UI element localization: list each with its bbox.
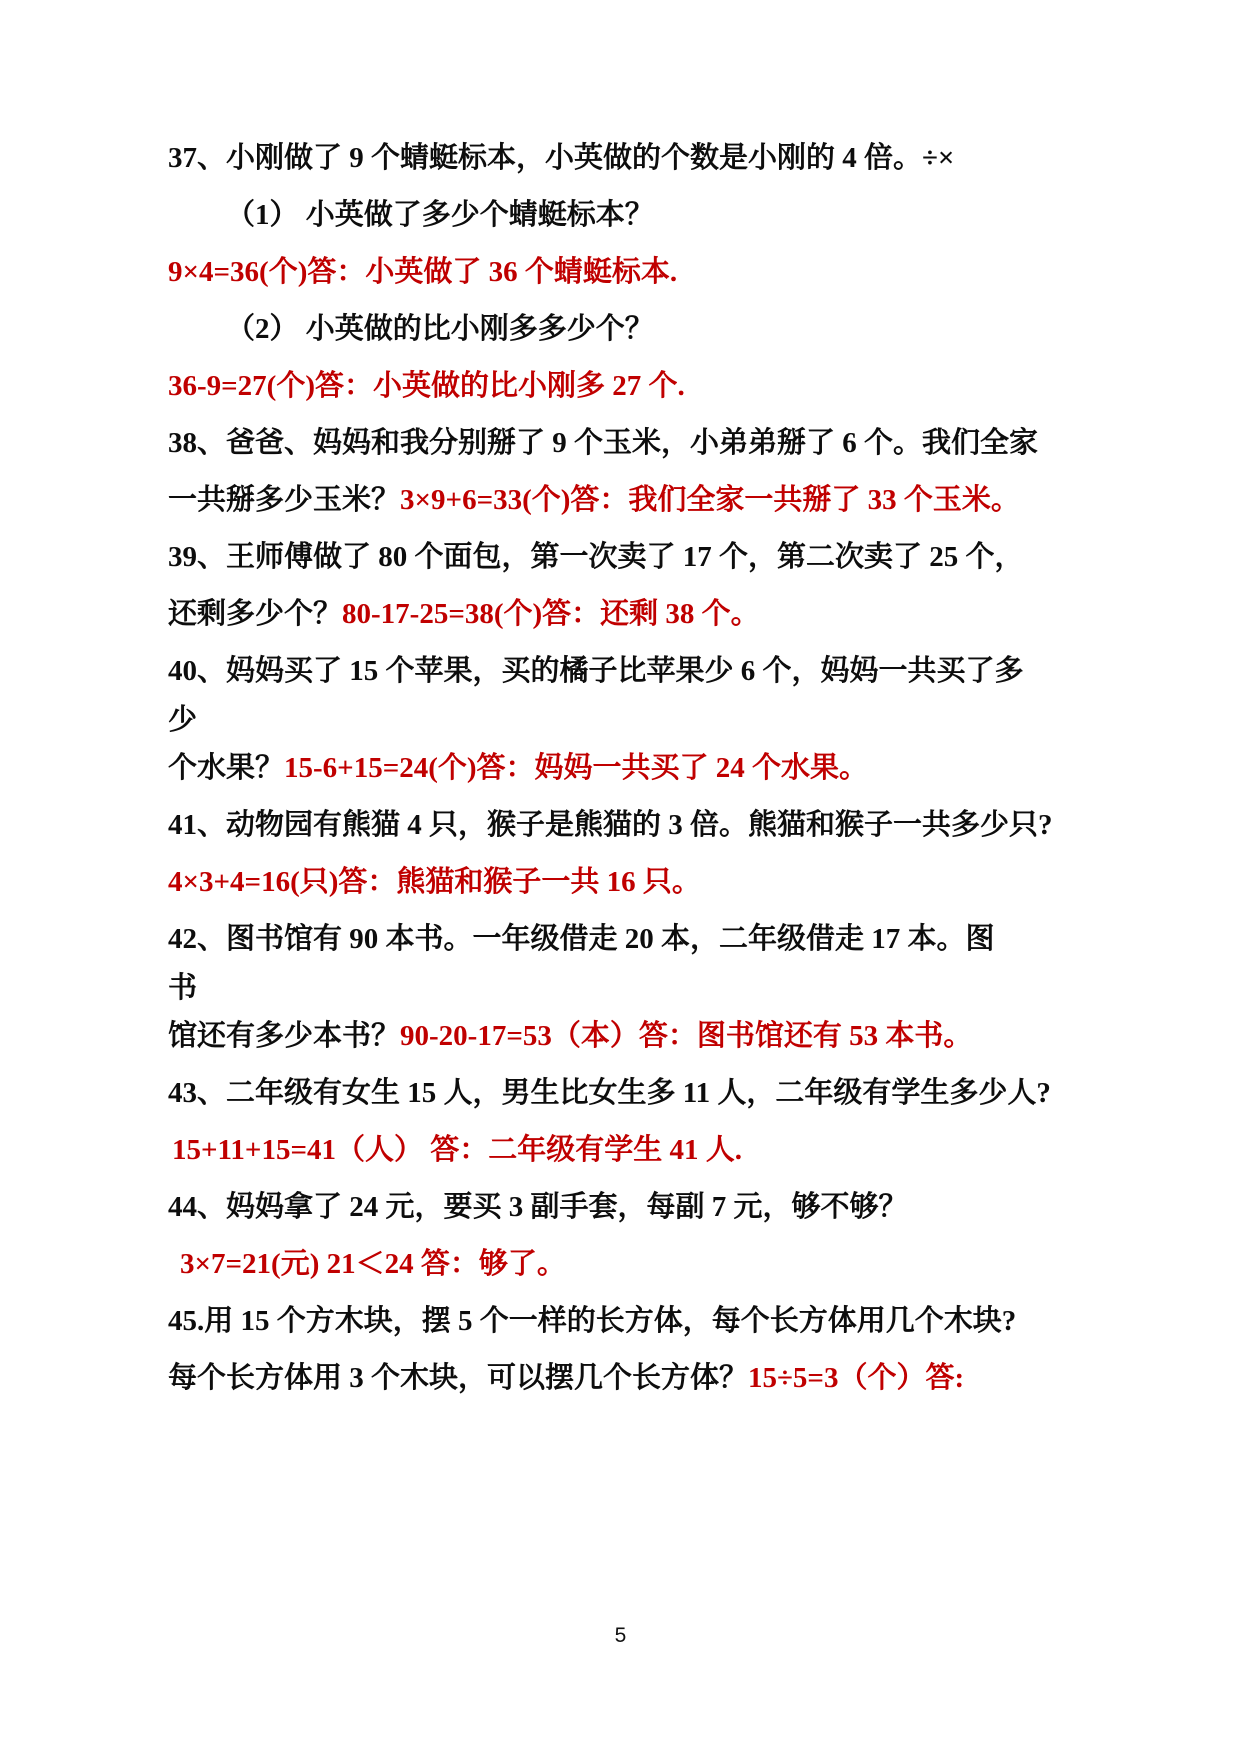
problem-38-line-1-segment-text: 38、爸爸、妈妈和我分别掰了 9 个玉米，小弟弟掰了 6 个。我们全家	[168, 427, 1039, 459]
problem-38-line-2-segment-answer: 3×9+6=33(个)答：我们全家一共掰了 33 个玉米。	[400, 484, 1020, 516]
problem-40-line-2-segment-text: 个水果？	[168, 752, 285, 784]
problem-45-line-2-segment-text: 每个长方体用 3 个木块，可以摆几个长方体？	[168, 1362, 749, 1394]
problem-45-line-2-segment-answer: 15÷5=3（个）答:	[748, 1362, 965, 1394]
answer-43-segment-answer: 15+11+15=41（人） 答：二年级有学生 41 人.	[172, 1134, 742, 1166]
problem-40-line-1-wrap-segment-text: 少	[168, 704, 198, 736]
problem-42-line-1	[168, 911, 1091, 968]
problem-38-line-2-segment-text: 一共掰多少玉米？	[168, 484, 401, 516]
answer-44	[168, 1236, 1091, 1293]
problem-42-line-1-wrap	[168, 968, 1091, 1008]
problem-43-line-1	[168, 1065, 1091, 1122]
problem-42-line-1-wrap-segment-text: 书	[168, 972, 198, 1004]
problem-39-line-1-segment-text: 39、王师傅做了 80 个面包，第一次卖了 17 个，第二次卖了 25 个，	[168, 541, 1024, 573]
answer-37-1	[168, 244, 1091, 301]
problem-42-line-2-segment-answer: 90-20-17=53（本）答：图书馆还有 53 本书。	[400, 1020, 973, 1052]
problem-45-line-2	[168, 1350, 1091, 1407]
problem-42-line-1-segment-text: 42、图书馆有 90 本书。一年级借走 20 本，二年级借走 17 本。图	[168, 923, 995, 955]
problem-44-line-1-segment-text: 44、妈妈拿了 24 元，要买 3 副手套，每副 7 元，够不够？	[168, 1191, 908, 1223]
problem-45-line-1	[168, 1293, 1091, 1350]
problem-45-line-1-segment-text: 45.用 15 个方木块，摆 5 个一样的长方体，每个长方体用几个木块?	[168, 1305, 1017, 1337]
problem-37-sub-1	[168, 187, 1091, 244]
problem-37-sub-2	[168, 301, 1091, 358]
problem-40-line-2	[168, 740, 1091, 797]
problem-41-line-1	[168, 797, 1091, 854]
answer-37-1-segment-answer: 9×4=36(个)答：小英做了 36 个蜻蜓标本.	[168, 256, 678, 288]
problem-41-line-1-segment-text: 41、动物园有熊猫 4 只，猴子是熊猫的 3 倍。熊猫和猴子一共多少只?	[168, 809, 1053, 841]
answer-37-2	[168, 358, 1091, 415]
problem-40-line-1	[168, 643, 1091, 700]
problem-37-line-1-segment-text: 37、小刚做了 9 个蜻蜓标本，小英做的个数是小刚的 4 倍。÷×	[168, 142, 955, 174]
answer-41-segment-answer: 4×3+4=16(只)答：熊猫和猴子一共 16 只。	[168, 866, 701, 898]
problem-43-line-1-segment-text: 43、二年级有女生 15 人，男生比女生多 11 人，二年级有学生多少人?	[168, 1077, 1051, 1109]
problem-40-line-1-wrap	[168, 700, 1091, 740]
answer-37-2-segment-answer: 36-9=27(个)答：小英做的比小刚多 27 个.	[168, 370, 685, 402]
problem-38-line-1	[168, 415, 1091, 472]
problem-40-line-1-segment-text: 40、妈妈买了 15 个苹果，买的橘子比苹果少 6 个，妈妈一共买了多	[168, 655, 1024, 687]
answer-41	[168, 854, 1091, 911]
problem-38-line-2	[168, 472, 1091, 529]
problem-42-line-2-segment-text: 馆还有多少本书？	[168, 1020, 401, 1052]
problem-40-line-2-segment-answer: 15-6+15=24(个)答：妈妈一共买了 24 个水果。	[284, 752, 869, 784]
problem-39-line-2-segment-text: 还剩多少个？	[168, 598, 343, 630]
problem-39-line-2-segment-answer: 80-17-25=38(个)答：还剩 38 个。	[342, 598, 760, 630]
answer-44-segment-answer: 3×7=21(元) 21＜24 答：够了。	[180, 1248, 566, 1280]
page-number: 5	[614, 1624, 627, 1647]
problem-37-sub-1-segment-text: （1） 小英做了多少个蜻蜓标本？	[226, 199, 654, 231]
problem-42-line-2	[168, 1008, 1091, 1065]
problem-37-sub-2-segment-text: （2） 小英做的比小刚多多少个？	[226, 313, 654, 345]
answer-43	[168, 1122, 1091, 1179]
problem-39-line-2	[168, 586, 1091, 643]
problem-37-line-1	[168, 130, 1091, 187]
problem-39-line-1	[168, 529, 1091, 586]
problem-44-line-1	[168, 1179, 1091, 1236]
